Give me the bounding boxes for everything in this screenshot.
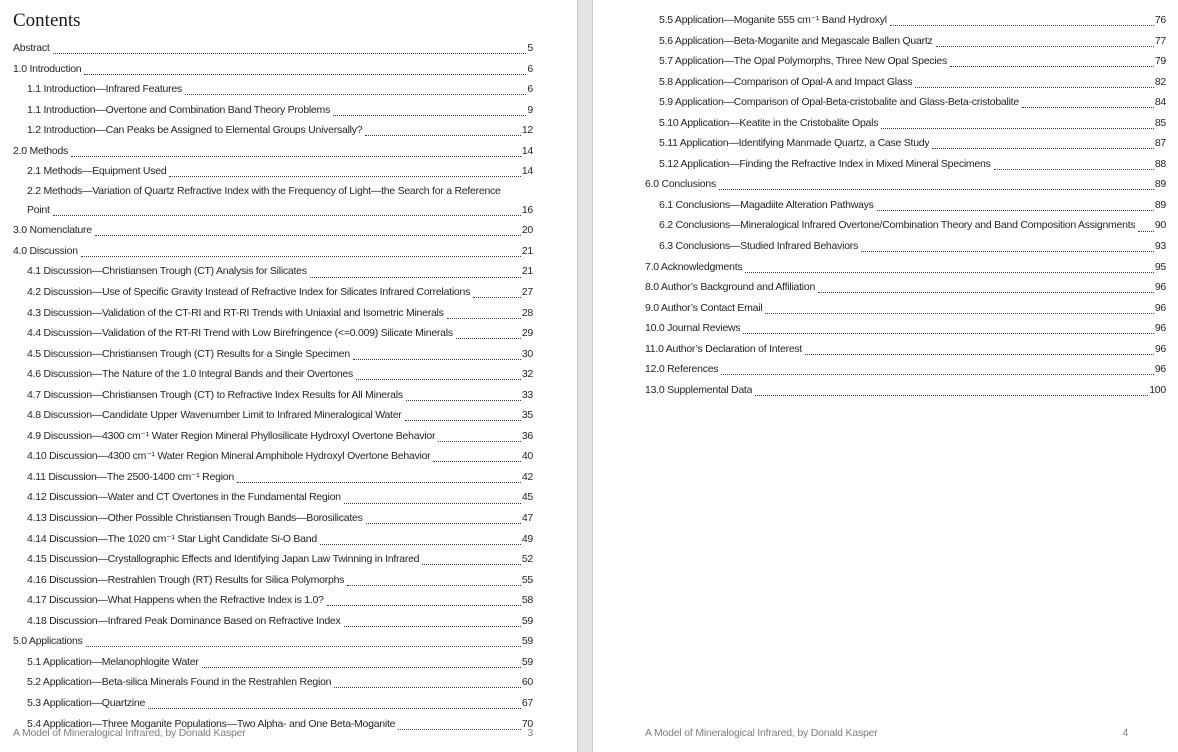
toc-entry-title: 9.0 Author’s Contact Email bbox=[645, 301, 763, 314]
footer-page-number: 4 bbox=[1122, 727, 1128, 739]
toc-entry-page: 21 bbox=[521, 265, 533, 278]
dot-leader bbox=[433, 461, 520, 462]
dot-leader bbox=[81, 256, 521, 257]
toc-entry-page: 33 bbox=[521, 388, 533, 401]
toc-entry[interactable] bbox=[645, 257, 1166, 278]
toc-entry[interactable] bbox=[645, 359, 1166, 380]
toc-entry-title: 7.0 Acknowledgments bbox=[645, 260, 743, 273]
toc-entry-title: 1.2 Introduction—Can Peaks be Assigned to Elemental Groups Universally? bbox=[27, 124, 363, 137]
toc-entry-title: 5.10 Application—Keatite in the Cristobalite Opals bbox=[659, 116, 879, 129]
toc-entry-page: 77 bbox=[1154, 34, 1166, 47]
dot-leader bbox=[84, 74, 526, 75]
toc-entry[interactable] bbox=[645, 51, 1166, 72]
toc-entry-page: 32 bbox=[521, 368, 533, 381]
toc-entry[interactable] bbox=[13, 303, 533, 324]
toc-entry-title: 5.4 Application—Three Moganite Populations—Two Alpha- and One Beta-Moganite bbox=[27, 717, 396, 730]
toc-entry[interactable] bbox=[645, 298, 1166, 319]
document-page-right bbox=[593, 0, 1178, 752]
toc-entry-page: 36 bbox=[521, 429, 533, 442]
dot-leader bbox=[353, 359, 521, 360]
toc-entry-title: 3.0 Nomenclature bbox=[13, 224, 92, 237]
toc-entry[interactable] bbox=[13, 120, 533, 141]
toc-entry-page: 96 bbox=[1154, 342, 1166, 355]
toc-entry-title: 5.1 Application—Melanophlogite Water bbox=[27, 655, 199, 668]
toc-entry[interactable] bbox=[13, 261, 533, 282]
dot-leader bbox=[936, 46, 1154, 47]
toc-entry[interactable] bbox=[13, 141, 533, 162]
toc-entry-page: 5 bbox=[527, 42, 533, 54]
toc-entry-title: 2.0 Methods bbox=[13, 144, 69, 157]
toc-entry-page: 59 bbox=[521, 614, 533, 627]
dot-leader bbox=[53, 53, 527, 54]
dot-leader bbox=[71, 156, 521, 157]
footer-title: A Model of Mineralogical Infrared, by Donald Kasper bbox=[13, 727, 246, 739]
toc-entry-title: 4.18 Discussion—Infrared Peak Dominance Based on Refractive Index bbox=[27, 614, 341, 627]
dot-leader bbox=[765, 313, 1153, 314]
toc-entry-title: 6.0 Conclusions bbox=[645, 178, 716, 191]
page-footer-right bbox=[645, 727, 1166, 739]
toc-entry-page: 12 bbox=[521, 124, 533, 137]
toc-column-left bbox=[13, 10, 533, 734]
dot-leader bbox=[994, 169, 1154, 170]
toc-entry-title: 13.0 Supplemental Data bbox=[645, 383, 753, 396]
toc-entry[interactable] bbox=[13, 590, 533, 611]
toc-entry[interactable] bbox=[13, 405, 533, 426]
page-footer-left bbox=[13, 727, 533, 739]
toc-entry-title: 4.7 Discussion—Christiansen Trough (CT) to Refractive Index Results for All Minerals bbox=[27, 388, 403, 401]
toc-entry[interactable] bbox=[645, 236, 1166, 257]
toc-entry[interactable] bbox=[13, 426, 533, 447]
toc-entry-title: 10.0 Journal Reviews bbox=[645, 322, 741, 335]
toc-entry[interactable] bbox=[13, 672, 533, 693]
toc-entry-title: 4.3 Discussion—Validation of the CT-RI and RT-RI Trends with Uniaxial and Isometric Minerals bbox=[27, 306, 444, 319]
toc-entry-page: 60 bbox=[521, 676, 533, 689]
toc-entry[interactable] bbox=[13, 161, 533, 182]
toc-entry-page: 35 bbox=[521, 409, 533, 422]
toc-entry-title: 4.11 Discussion—The 2500-1400 cm⁻¹ Region bbox=[27, 470, 234, 483]
toc-entry-page: 89 bbox=[1154, 198, 1166, 211]
dot-leader bbox=[333, 115, 526, 116]
dot-leader bbox=[202, 667, 521, 668]
toc-entry[interactable] bbox=[13, 220, 533, 241]
toc-entry[interactable] bbox=[645, 277, 1166, 298]
toc-entry-page: 49 bbox=[521, 532, 533, 545]
toc-entry-title: 8.0 Author’s Background and Affiliation bbox=[645, 281, 816, 294]
toc-entry[interactable] bbox=[13, 611, 533, 632]
dot-leader bbox=[915, 87, 1153, 88]
toc-entry[interactable] bbox=[13, 652, 533, 673]
toc-entry[interactable] bbox=[13, 364, 533, 385]
dot-leader bbox=[344, 503, 521, 504]
toc-entry[interactable] bbox=[645, 339, 1166, 360]
toc-entry-title: 4.15 Discussion—Crystallographic Effects and Identifying Japan Law Twinning in Infrared bbox=[27, 553, 420, 566]
toc-list-right bbox=[645, 10, 1166, 400]
dot-leader bbox=[366, 523, 521, 524]
toc-entry-title: 4.17 Discussion—What Happens when the Refractive Index is 1.0? bbox=[27, 594, 324, 607]
toc-entry-page: 67 bbox=[521, 696, 533, 709]
dot-leader bbox=[719, 189, 1154, 190]
document-page-left bbox=[0, 0, 577, 752]
toc-entry[interactable] bbox=[645, 318, 1166, 339]
dot-leader bbox=[745, 272, 1153, 273]
toc-entry[interactable] bbox=[645, 380, 1166, 401]
dot-leader bbox=[356, 379, 521, 380]
toc-entry[interactable] bbox=[645, 174, 1166, 195]
dot-leader bbox=[890, 25, 1154, 26]
dot-leader bbox=[456, 338, 521, 339]
toc-entry-page: 58 bbox=[521, 594, 533, 607]
toc-entry-title: 4.4 Discussion—Validation of the RT-RI Trend with Low Birefringence (<=0.009) Silicate Minerals bbox=[27, 327, 453, 340]
toc-entry-page: 6 bbox=[527, 62, 533, 75]
toc-entry-page: 89 bbox=[1154, 178, 1166, 191]
dot-leader bbox=[327, 605, 521, 606]
toc-entry-page: 14 bbox=[521, 144, 533, 157]
dot-leader bbox=[818, 292, 1154, 293]
dot-leader bbox=[405, 420, 521, 421]
toc-entry-page: 14 bbox=[521, 165, 533, 178]
dot-leader bbox=[950, 66, 1154, 67]
toc-entry-page: 79 bbox=[1154, 55, 1166, 68]
toc-entry-title-line1: 2.2 Methods—Variation of Quartz Refractive Index with the Frequency of Light—the Search for a Reference bbox=[27, 184, 501, 197]
toc-entry-page: 40 bbox=[521, 450, 533, 463]
dot-leader bbox=[237, 482, 521, 483]
toc-entry-title: 1.0 Introduction bbox=[13, 62, 82, 75]
toc-entry[interactable] bbox=[13, 385, 533, 406]
toc-entry[interactable] bbox=[645, 133, 1166, 154]
dot-leader bbox=[169, 176, 520, 177]
dot-leader bbox=[148, 708, 521, 709]
toc-entry-title: 5.11 Application—Identifying Manmade Quartz, a Case Study bbox=[659, 137, 930, 150]
toc-entry-title: 6.1 Conclusions—Magadiite Alteration Pathways bbox=[659, 198, 874, 211]
dot-leader bbox=[334, 687, 521, 688]
toc-entry[interactable] bbox=[13, 693, 533, 714]
footer-title: A Model of Mineralogical Infrared, by Donald Kasper bbox=[645, 727, 878, 739]
toc-entry-page: 47 bbox=[521, 512, 533, 525]
toc-entry[interactable] bbox=[13, 100, 533, 121]
toc-entry-title: 5.12 Application—Finding the Refractive Index in Mixed Mineral Specimens bbox=[659, 157, 991, 170]
toc-entry-title: 5.2 Application—Beta-silica Minerals Found in the Restrahlen Region bbox=[27, 676, 332, 689]
dot-leader bbox=[743, 333, 1153, 334]
toc-entry-title: 11.0 Author’s Declaration of Interest bbox=[645, 342, 803, 355]
toc-entry[interactable] bbox=[13, 38, 533, 59]
toc-entry-page: 29 bbox=[521, 327, 533, 340]
toc-entry-title: Point bbox=[27, 203, 50, 216]
toc-entry-page: 93 bbox=[1154, 240, 1166, 253]
dot-leader bbox=[53, 215, 521, 216]
dot-leader bbox=[447, 318, 521, 319]
toc-entry-title: 4.14 Discussion—The 1020 cm⁻¹ Star Light Candidate Si-O Band bbox=[27, 532, 317, 545]
dot-leader bbox=[1138, 231, 1153, 232]
toc-entry-title: 5.0 Applications bbox=[13, 635, 83, 648]
toc-entry-page: 82 bbox=[1154, 75, 1166, 88]
toc-entry-title: 6.2 Conclusions—Mineralogical Infrared Overtone/Combination Theory and Band Composition Assignments bbox=[659, 219, 1136, 232]
toc-entry[interactable] bbox=[13, 446, 533, 467]
toc-entry[interactable] bbox=[645, 92, 1166, 113]
toc-entry-title: 5.6 Application—Beta-Moganite and Megascale Ballen Quartz bbox=[659, 34, 933, 47]
dot-leader bbox=[1022, 107, 1154, 108]
dot-leader bbox=[320, 544, 521, 545]
contents-heading: Contents bbox=[13, 10, 81, 31]
toc-entry-title: 1.1 Introduction—Infrared Features bbox=[27, 83, 182, 96]
dot-leader bbox=[438, 441, 521, 442]
dot-leader bbox=[365, 135, 520, 136]
toc-entry-page: 87 bbox=[1154, 137, 1166, 150]
toc-entry-page: 28 bbox=[521, 306, 533, 319]
toc-entry-page: 20 bbox=[521, 224, 533, 237]
toc-entry-page: 96 bbox=[1154, 363, 1166, 376]
toc-entry[interactable] bbox=[13, 487, 533, 508]
toc-entry[interactable] bbox=[13, 467, 533, 488]
toc-entry-title: 4.1 Discussion—Christiansen Trough (CT) Analysis for Silicates bbox=[27, 265, 307, 278]
toc-entry-page: 96 bbox=[1154, 322, 1166, 335]
toc-list-left bbox=[13, 38, 533, 734]
dot-leader bbox=[932, 148, 1153, 149]
toc-entry-title: 5.7 Application—The Opal Polymorphs, Three New Opal Species bbox=[659, 55, 947, 68]
dot-leader bbox=[721, 374, 1154, 375]
toc-entry-title: 6.3 Conclusions—Studied Infrared Behaviors bbox=[659, 240, 859, 253]
toc-column-right bbox=[645, 10, 1166, 400]
toc-entry[interactable] bbox=[645, 154, 1166, 175]
toc-entry-page: 16 bbox=[521, 203, 533, 216]
toc-entry-title: 5.9 Application—Comparison of Opal-Beta-cristobalite and Glass-Beta-cristobalite bbox=[659, 96, 1019, 109]
toc-entry-page: 76 bbox=[1154, 14, 1166, 26]
dot-leader bbox=[881, 128, 1154, 129]
toc-entry-page: 85 bbox=[1154, 116, 1166, 129]
toc-entry[interactable] bbox=[645, 10, 1166, 31]
toc-entry-page: 84 bbox=[1154, 96, 1166, 109]
toc-entry[interactable] bbox=[13, 182, 533, 221]
toc-entry[interactable] bbox=[13, 549, 533, 570]
toc-entry[interactable] bbox=[13, 59, 533, 80]
toc-entry[interactable] bbox=[13, 344, 533, 365]
toc-entry-page: 30 bbox=[521, 347, 533, 360]
toc-entry[interactable] bbox=[645, 31, 1166, 52]
toc-entry-title: Abstract bbox=[13, 42, 50, 54]
toc-entry[interactable] bbox=[13, 508, 533, 529]
toc-entry-title: 12.0 References bbox=[645, 363, 719, 376]
toc-entry-page: 59 bbox=[521, 635, 533, 648]
toc-entry-title: 5.5 Application—Moganite 555 cm⁻¹ Band Hydroxyl bbox=[659, 14, 887, 26]
toc-entry-page: 6 bbox=[527, 83, 533, 96]
toc-entry-title: 4.12 Discussion—Water and CT Overtones in the Fundamental Region bbox=[27, 491, 341, 504]
dot-leader bbox=[310, 277, 521, 278]
dot-leader bbox=[406, 400, 521, 401]
toc-entry-title: 1.1 Introduction—Overtone and Combination Band Theory Problems bbox=[27, 103, 330, 116]
toc-entry[interactable] bbox=[645, 195, 1166, 216]
toc-entry[interactable] bbox=[13, 241, 533, 262]
toc-entry-page: 95 bbox=[1154, 260, 1166, 273]
toc-entry[interactable] bbox=[13, 323, 533, 344]
toc-entry-page: 96 bbox=[1154, 301, 1166, 314]
dot-leader bbox=[877, 210, 1154, 211]
toc-entry-page: 9 bbox=[527, 103, 533, 116]
toc-entry[interactable] bbox=[645, 113, 1166, 134]
dot-leader bbox=[185, 94, 526, 95]
dot-leader bbox=[473, 297, 521, 298]
toc-entry-title: 4.16 Discussion—Restrahlen Trough (RT) Results for Silica Polymorphs bbox=[27, 573, 345, 586]
dot-leader bbox=[347, 585, 521, 586]
toc-entry-title: 4.0 Discussion bbox=[13, 244, 78, 257]
toc-entry[interactable] bbox=[13, 529, 533, 550]
toc-entry-page: 88 bbox=[1154, 157, 1166, 170]
dot-leader bbox=[344, 626, 521, 627]
toc-entry-title: 4.6 Discussion—The Nature of the 1.0 Integral Bands and their Overtones bbox=[27, 368, 354, 381]
toc-entry-page: 96 bbox=[1154, 281, 1166, 294]
dot-leader bbox=[95, 235, 521, 236]
toc-entry-page: 59 bbox=[521, 655, 533, 668]
page-gap-divider bbox=[577, 0, 593, 752]
footer-page-number: 3 bbox=[527, 727, 533, 739]
dot-leader bbox=[755, 395, 1148, 396]
toc-entry-title: 5.3 Application—Quartzine bbox=[27, 696, 146, 709]
toc-entry-page: 90 bbox=[1154, 219, 1166, 232]
toc-entry-page: 45 bbox=[521, 491, 533, 504]
toc-entry-page: 42 bbox=[521, 470, 533, 483]
toc-entry[interactable] bbox=[13, 282, 533, 303]
dot-leader bbox=[422, 564, 521, 565]
toc-entry-title: 4.13 Discussion—Other Possible Christiansen Trough Bands—Borosilicates bbox=[27, 512, 363, 525]
toc-entry-title: 5.8 Application—Comparison of Opal-A and Impact Glass bbox=[659, 75, 913, 88]
toc-entry-title: 2.1 Methods—Equipment Used bbox=[27, 165, 167, 178]
toc-entry-page: 100 bbox=[1149, 383, 1166, 396]
dot-leader bbox=[861, 251, 1154, 252]
toc-entry[interactable] bbox=[13, 79, 533, 100]
toc-entry-page: 52 bbox=[521, 553, 533, 566]
toc-entry[interactable] bbox=[13, 570, 533, 591]
toc-entry-title: 4.5 Discussion—Christiansen Trough (CT) Results for a Single Specimen bbox=[27, 347, 350, 360]
toc-entry-page: 70 bbox=[521, 717, 533, 730]
toc-entry-title: 4.2 Discussion—Use of Specific Gravity Instead of Refractive Index for Silicates Infrared Correlations bbox=[27, 286, 471, 299]
toc-entry-page: 55 bbox=[521, 573, 533, 586]
dot-leader bbox=[86, 646, 521, 647]
toc-entry-title: 4.10 Discussion—4300 cm⁻¹ Water Region Mineral Amphibole Hydroxyl Overtone Behavior bbox=[27, 450, 431, 463]
toc-entry[interactable] bbox=[645, 72, 1166, 93]
toc-entry-page: 21 bbox=[521, 244, 533, 257]
toc-entry[interactable] bbox=[645, 215, 1166, 236]
toc-entry-title: 4.8 Discussion—Candidate Upper Wavenumber Limit to Infrared Mineralogical Water bbox=[27, 409, 402, 422]
dot-leader bbox=[805, 354, 1154, 355]
toc-entry-page: 27 bbox=[521, 286, 533, 299]
toc-entry-title: 4.9 Discussion—4300 cm⁻¹ Water Region Mineral Phyllosilicate Hydroxyl Overtone Behavior bbox=[27, 429, 436, 442]
toc-entry[interactable] bbox=[13, 631, 533, 652]
